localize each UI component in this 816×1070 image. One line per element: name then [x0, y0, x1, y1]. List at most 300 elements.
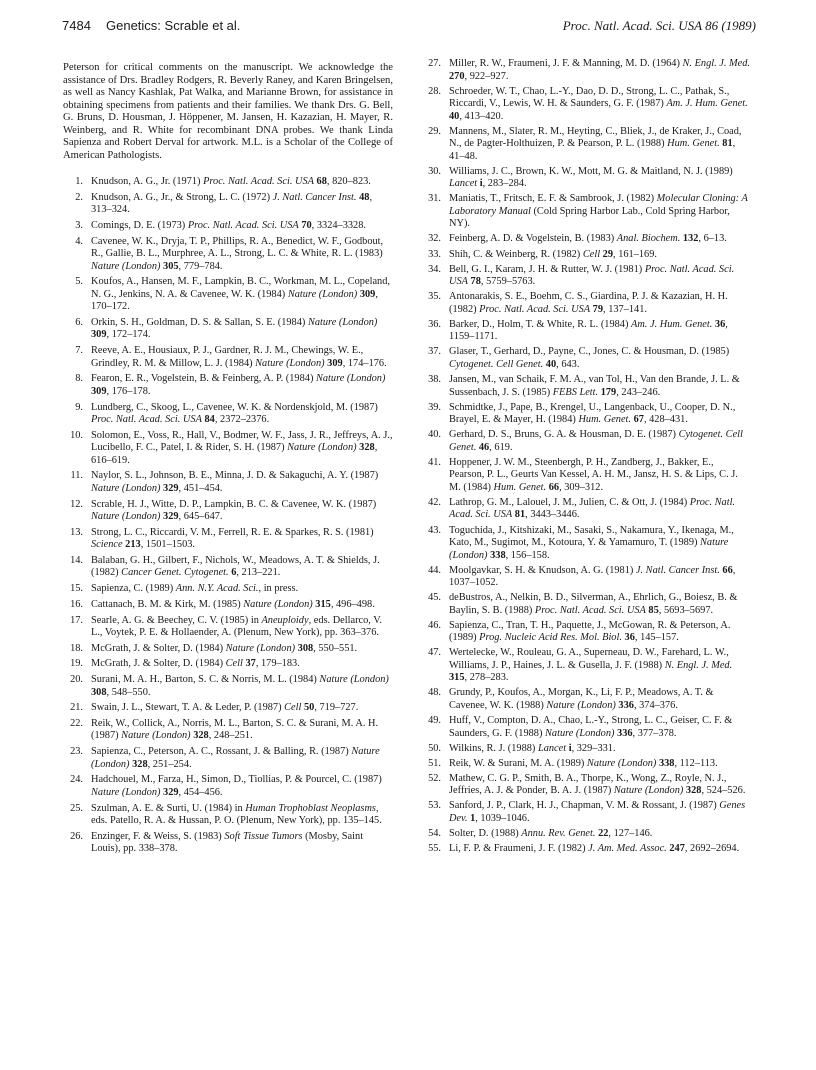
reference-item: [421, 126, 751, 164]
reference-journal: Cell: [582, 248, 601, 260]
reference-authors: Glaser, T., Gerhard, D., Payne, C., Jones, C. & Housman, D. (1985): [449, 346, 730, 358]
reference-number: 32.: [428, 233, 441, 245]
reference-item: [63, 774, 393, 799]
reference-journal: Cytogenet. Cell Genet.: [449, 358, 544, 370]
reference-pages: , 3443–3446.: [525, 509, 580, 521]
reference-item: [421, 647, 751, 685]
reference-authors: Searle, A. G. & Beechey, C. V. (1985) in: [91, 614, 262, 626]
reference-journal: Proc. Natl. Acad. Sci. USA: [203, 176, 314, 187]
reference-item: [421, 843, 751, 856]
reference-item: [421, 743, 751, 756]
reference-number: 39.: [428, 401, 441, 413]
reference-item: [421, 758, 751, 771]
acknowledgment-paragraph: Peterson for critical comments on the manuscript. We acknowledge the assistance of Drs. Bradley Rodgers, R. Beverly Raney, and Karen Bringelsen, as well as Nancy Kashlak, Pat Walka, and Marianne Brown, for assistance in obtaining specimens from patients and their families. We thank Drs. G. Bell, G. Bruns, D. Housman, J. Höppener, M. Jansen, H. Kazazian, H. Mayer, R. Weinberg, and R. White for recombinant DNA probes. We thank Linda Sapienza and Robert Derval for artwork. M.L. is a Scholar of the College of American Pathologists.: [63, 62, 393, 161]
reference-authors: Fearon, E. R., Vogelstein, B. & Feinberg, A. P. (1984): [91, 373, 316, 385]
reference-item: [63, 220, 393, 233]
reference-journal: Nature (London): [255, 357, 325, 369]
reference-journal: Nature (London): [225, 642, 296, 654]
reference-number: 21.: [70, 702, 83, 714]
reference-item: [63, 345, 393, 370]
reference-authors: Comings, D. E. (1973): [91, 219, 188, 231]
reference-item: [421, 773, 751, 798]
reference-number: 30.: [428, 165, 441, 177]
reference-journal: Nature (London): [91, 482, 161, 494]
reference-pages: , 251–254.: [147, 758, 192, 770]
reference-item: [421, 319, 751, 344]
reference-volume: 84: [201, 414, 215, 425]
reference-pages: , 278–283.: [464, 672, 509, 684]
reference-item: [421, 193, 751, 231]
reference-item: [63, 643, 393, 656]
reference-authors: McGrath, J. & Solter, D. (1984): [91, 658, 226, 670]
reference-number: 23.: [70, 746, 83, 758]
reference-authors: Mannens, M., Slater, R. M., Heyting, C., Bliek, J., de Kraker, J., Coad, N., de Pagter-Holthuizen, P. & Pearson, P. L. (1988): [449, 125, 742, 150]
reference-journal: Proc. Natl. Acad. Sci. USA: [534, 604, 646, 616]
reference-authors: Swain, J. L., Stewart, T. A. & Leder, P. (1987): [91, 702, 285, 714]
reference-pages: , 719–727.: [314, 702, 359, 714]
reference-authors: Lundberg, C., Skoog, L., Cavenee, W. K. & Nordenskjold, M. (1987): [91, 401, 378, 413]
reference-journal: Molecular Cloning: A Laboratory Manual: [449, 193, 748, 217]
reference-authors: Balaban, G. H., Gilbert, F., Nichols, W., Meadows, A. T. & Shields, J. (1982): [91, 554, 380, 579]
reference-item: [421, 620, 751, 645]
reference-authors: Hoppener, J. W. M., Steenbergh, P. H., Zandberg, J., Bakker, E., Pearson, P. L., Geurts Van Kessel, A. H. M., Jansz, H. S. & Lips, C. J. M. (1984): [449, 456, 738, 493]
reference-pages: , 313–324.: [91, 191, 373, 216]
reference-number: 29.: [428, 125, 441, 137]
reference-journal: Nature (London): [287, 288, 358, 300]
reference-pages: , 179–183.: [255, 658, 300, 670]
reference-pages: , 112–113.: [674, 757, 718, 769]
reference-journal: Lancet: [449, 178, 478, 190]
reference-volume: 37: [242, 658, 256, 670]
reference-number: 47.: [428, 647, 441, 659]
reference-item: [421, 565, 751, 590]
reference-number: 43.: [428, 524, 441, 536]
reference-number: 28.: [428, 85, 441, 97]
reference-pages: , 2372–2376.: [214, 414, 270, 425]
reference-authors: Naylor, S. L., Johnson, B. E., Minna, J. D. & Sakaguchi, A. Y. (1987): [91, 470, 379, 482]
reference-authors: Wilkins, R. J. (1988): [449, 742, 538, 754]
reference-item: [421, 497, 751, 522]
reference-authors: Maniatis, T., Fritsch, E. F. & Sambrook, J. (1982): [449, 193, 657, 205]
reference-authors: Schmidtke, J., Pape, B., Krengel, U., Langenback, U., Cooper, D. N., Brayel, E. & Mayer, H. (1984): [449, 401, 736, 426]
reference-journal: Proc. Natl. Acad. Sci. USA: [449, 496, 736, 521]
reference-volume: 66: [546, 481, 560, 493]
reference-authors: Sapienza, C. (1989): [91, 583, 176, 595]
reference-number: 44.: [428, 564, 441, 576]
reference-item: [63, 499, 393, 524]
reference-journal: Nature (London): [91, 786, 161, 798]
reference-volume: 85: [645, 604, 659, 616]
reference-pages: , 174–176.: [342, 357, 387, 369]
reference-item: [63, 718, 393, 743]
reference-authors: Cattanach, B. M. & Kirk, M. (1985): [91, 598, 244, 610]
reference-pages: (Cold Spring Harbor Lab., Cold Spring Harbor, NY).: [449, 205, 730, 230]
reference-item: [63, 317, 393, 342]
reference-journal: Nature (London): [91, 511, 161, 523]
reference-number: 36.: [428, 318, 441, 330]
reference-pages: , eds. Patello, R. A. & Hussan, P. O. (Plenum, New York), pp. 135–145.: [91, 802, 382, 826]
reference-number: 18.: [70, 642, 83, 654]
reference-volume: 22: [595, 828, 609, 840]
reference-item: [63, 658, 393, 671]
reference-journal: Nature (London): [613, 785, 684, 797]
reference-authors: Antonarakis, S. E., Boehm, C. S., Giardina, P. J. & Kazazian, H. H. (1982): [449, 291, 728, 315]
reference-volume: 338: [656, 757, 675, 769]
reference-number: 48.: [428, 687, 441, 699]
reference-authors: Williams, J. C., Brown, K. W., Mott, M. G. & Maitland, N. J. (1989): [449, 165, 733, 177]
reference-journal: Soft Tissue Tumors: [224, 830, 303, 842]
reference-volume: 67: [631, 414, 644, 426]
reference-pages: , 548–550.: [106, 686, 151, 698]
reference-authors: Knudson, A. G., Jr., & Strong, L. C. (1972): [91, 191, 273, 203]
reference-volume: 40: [449, 110, 460, 122]
reference-number: 45.: [428, 592, 441, 604]
reference-volume: 328: [129, 758, 148, 770]
reference-authors: Strong, L. C., Riccardi, V. M., Ferrell, R. E. & Sparkes, R. S. (1981): [91, 526, 374, 538]
reference-pages: , 2692–2694.: [684, 843, 740, 855]
reference-item: [421, 800, 751, 825]
reference-volume: 336: [614, 727, 633, 739]
reference-volume: 6: [228, 567, 237, 579]
reference-pages: , 161–169.: [613, 248, 657, 260]
reference-pages: , 922–927.: [464, 70, 509, 82]
reference-pages: , 550–551.: [313, 642, 358, 654]
reference-number: 22.: [70, 717, 83, 729]
reference-item: [63, 373, 393, 398]
reference-authors: Gerhard, D. S., Bruns, G. A. & Housman, D. E. (1987): [449, 429, 679, 441]
reference-authors: Lathrop, G. M., Lalouel, J. M., Julien, C. & Ott, J. (1984): [449, 496, 690, 508]
reference-number: 15.: [70, 583, 83, 595]
reference-journal: Nature (London): [449, 537, 729, 561]
reference-pages: , 374–376.: [633, 699, 678, 711]
reference-volume: 308: [295, 642, 314, 654]
reference-number: 40.: [428, 429, 441, 441]
reference-pages: , 451–454.: [178, 482, 223, 494]
reference-item: [63, 583, 393, 596]
reference-journal: Nature (London): [243, 598, 313, 610]
reference-volume: i: [566, 742, 572, 754]
reference-authors: Feinberg, A. D. & Vogelstein, B. (1983): [449, 233, 617, 245]
reference-authors: Solomon, E., Voss, R., Hall, V., Bodmer, W. F., Jass, J. R., Jeffreys, A. J., Lucibello, F. C., Patel, I. & Rider, S. H. (1987): [91, 429, 393, 454]
reference-item: [421, 828, 751, 841]
reference-item: [63, 470, 393, 495]
reference-volume: 309: [91, 329, 107, 341]
reference-authors: Reik, W., Collick, A., Norris, M. L., Barton, S. C. & Surani, M. A. H. (1987): [91, 717, 379, 742]
reference-volume: 68: [313, 176, 327, 187]
reference-authors: Hadchouel, M., Farza, H., Simon, D., Tiollias, P. & Pourcel, C. (1987): [91, 774, 382, 786]
reference-authors: Mathew, C. G. P., Smith, B. A., Thorpe, K., Wong, Z., Royle, N. J., Jeffries, A. J. & Ponder, B. A. J. (1987): [449, 772, 727, 797]
reference-journal: Science: [91, 539, 123, 551]
reference-journal: Am. J. Hum. Genet.: [666, 98, 748, 110]
reference-volume: 309: [91, 385, 107, 397]
reference-item: [63, 430, 393, 468]
reference-item: [63, 674, 393, 699]
reference-number: 8.: [75, 373, 83, 385]
reference-number: 46.: [428, 619, 441, 631]
reference-authors: Cavenee, W. K., Dryja, T. P., Phillips, R. A., Benedict, W. F., Godbout, R., Gallie, B. L., Murphree, A. L., Strong, L. C. & White, R. L. (1983): [91, 235, 384, 260]
reference-pages: , 248–251.: [208, 730, 253, 742]
reference-pages: , 779–784.: [178, 260, 223, 272]
reference-journal: Nature (London): [319, 674, 389, 686]
reference-authors: Reik, W. & Surani, M. A. (1989): [449, 757, 587, 769]
reference-pages: , 5693–5697.: [658, 604, 714, 616]
reference-authors: Wertelecke, W., Rouleau, G. A., Superneau, D. W., Farehard, L. W., Williams, J. P., Haines, J. L. & Gusella, J. F. (1988): [449, 647, 729, 671]
reference-volume: 270: [449, 70, 465, 82]
reference-item: [63, 803, 393, 828]
reference-volume: 315: [449, 672, 465, 684]
reference-volume: 329: [160, 482, 179, 494]
reference-item: [421, 592, 751, 617]
reference-journal: Nature (London): [121, 730, 191, 742]
reference-authors: Toguchida, J., Kitshizaki, M., Sasaki, S., Nakamura, Y., Ikenaga, M., Kato, M., Sugimot, M., Kotoura, Y. & Yamamuro, T. (1989): [449, 524, 734, 548]
reference-pages: , 156–158.: [505, 549, 550, 561]
reference-pages: , 1159–1171.: [449, 318, 728, 343]
reference-journal: Aneuploidy: [261, 614, 309, 626]
reference-volume: 338: [487, 549, 506, 561]
reference-journal: Genes Dev.: [449, 800, 746, 824]
reference-journal: J. Am. Med. Assoc.: [588, 843, 667, 855]
reference-number: 4.: [75, 235, 83, 247]
reference-item: [63, 192, 393, 217]
reference-pages: , in press.: [258, 583, 299, 595]
reference-pages: , 616–619.: [91, 442, 378, 466]
reference-number: 2.: [75, 191, 83, 203]
running-header: [62, 18, 756, 42]
reference-journal: Nature (London): [287, 442, 357, 454]
reference-item: [63, 402, 393, 427]
reference-item: [421, 58, 751, 83]
reference-number: 12.: [70, 498, 83, 510]
reference-journal: Cell: [284, 702, 302, 714]
reference-authors: Koufos, A., Hansen, M. F., Lampkin, B. C., Workman, M. L., Copeland, N. G., Jenkins, N. A. & Cavenee, W. K. (1984): [91, 276, 390, 300]
reference-authors: Shih, C. & Weinberg, R. (1982): [449, 248, 583, 260]
reference-number: 49.: [428, 715, 441, 727]
left-column: [63, 62, 393, 859]
reference-number: 14.: [70, 554, 83, 566]
reference-pages: , 329–331.: [571, 742, 616, 754]
reference-authors: Bell, G. I., Karam, J. H. & Rutter, W. J. (1981): [449, 263, 645, 275]
reference-journal: Cancer Genet. Cytogenet.: [121, 567, 229, 579]
reference-pages: , 6–13.: [698, 233, 727, 245]
reference-pages: (Mosby, Saint Louis), pp. 338–378.: [91, 830, 364, 855]
reference-journal: Nature (London): [91, 746, 380, 770]
section-title: Genetics: Scrable et al.: [106, 18, 241, 33]
reference-number: 10.: [70, 429, 83, 441]
reference-authors: Szulman, A. E. & Surti, U. (1984) in: [91, 802, 246, 814]
reference-authors: Sanford, J. P., Clark, H. J., Chapman, V. M. & Rossant, J. (1987): [449, 800, 720, 812]
reference-authors: Scrable, H. J., Witte, D. P., Lampkin, B. C. & Cavenee, W. K. (1987): [91, 498, 377, 510]
reference-pages: , 619.: [489, 441, 513, 453]
reference-number: 55.: [428, 843, 441, 855]
reference-number: 24.: [70, 774, 83, 786]
reference-number: 26.: [70, 830, 83, 842]
reference-journal: Hum. Genet.: [578, 414, 632, 426]
reference-volume: 329: [160, 786, 179, 798]
reference-number: 54.: [428, 828, 441, 840]
journal-citation: Proc. Natl. Acad. Sci. USA 86 (1989): [562, 18, 756, 33]
reference-volume: 315: [312, 598, 331, 610]
reference-item: [421, 166, 751, 191]
reference-number: 37.: [428, 346, 441, 358]
page-number: 7484: [62, 18, 91, 33]
reference-item: [63, 831, 393, 856]
reference-pages: , eds. Dellarco, V. L., Voytek, P. E. & Hollaender, A. (Plenum, New York), pp. 363–376.: [91, 614, 383, 638]
reference-number: 51.: [428, 757, 441, 769]
reference-volume: 336: [615, 699, 634, 711]
reference-number: 53.: [428, 800, 441, 812]
reference-number: 52.: [428, 772, 441, 784]
reference-number: 33.: [428, 248, 441, 260]
reference-number: 35.: [428, 291, 441, 303]
reference-number: 19.: [70, 658, 83, 670]
reference-volume: 132: [680, 233, 699, 245]
reference-number: 7.: [75, 345, 83, 357]
reference-journal: Annu. Rev. Genet.: [521, 828, 596, 840]
reference-item: [421, 86, 751, 124]
reference-item: [63, 236, 393, 274]
reference-item: [421, 264, 751, 289]
reference-volume: 247: [666, 843, 685, 855]
reference-journal: FEBS Lett.: [552, 386, 599, 398]
reference-item: [63, 599, 393, 612]
reference-journal: Hum. Genet.: [493, 481, 547, 493]
reference-volume: 81: [719, 138, 733, 150]
reference-journal: Nature (London): [545, 727, 615, 739]
reference-pages: , 5759–5763.: [480, 276, 536, 288]
reference-volume: 328: [356, 442, 375, 454]
reference-item: [63, 615, 393, 640]
reference-journal: Nature (London): [91, 260, 161, 272]
reference-item: [421, 525, 751, 563]
reference-authors: Miller, R. W., Fraumeni, J. F. & Manning, M. D. (1964): [449, 58, 683, 69]
reference-journal: Proc. Natl. Acad. Sci. USA: [187, 219, 299, 231]
reference-number: 41.: [428, 456, 441, 468]
reference-journal: Anal. Biochem.: [616, 233, 681, 245]
reference-number: 13.: [70, 526, 83, 538]
reference-volume: 329: [160, 511, 179, 523]
reference-volume: 309: [357, 288, 376, 300]
reference-pages: , 145–157.: [634, 632, 679, 644]
reference-item: [421, 233, 751, 246]
reference-item: [63, 746, 393, 771]
reference-number: 16.: [70, 598, 83, 610]
reference-authors: Grundy, P., Koufos, A., Morgan, K., Li, F. P., Meadows, A. T. & Cavenee, W. K. (1988): [449, 687, 714, 711]
reference-number: 1.: [75, 176, 83, 187]
reference-journal: Proc. Natl. Acad. Sci. USA: [479, 303, 591, 315]
reference-authors: Huff, V., Compton, D. A., Chao, L.-Y., Strong, L. C., Geiser, C. F. & Saunders, G. F. (1988): [449, 715, 733, 739]
reference-journal: Cell: [225, 658, 243, 670]
reference-volume: 328: [190, 730, 209, 742]
reference-authors: Reeve, A. E., Housiaux, P. J., Gardner, R. J. M., Chewings, W. E., Grindley, R. M. & Millow, L. J. (1984): [91, 345, 364, 369]
reference-item: [63, 176, 393, 189]
reference-volume: 40: [543, 358, 557, 370]
reference-item: [63, 555, 393, 580]
reference-journal: Proc. Natl. Acad. Sci. USA: [449, 263, 735, 288]
reference-authors: Jansen, M., van Schaik, F. M. A., van Tol, H., Van den Brande, J. L. & Sussenbach, J. S. (1985): [449, 374, 740, 398]
reference-item: [421, 402, 751, 427]
reference-journal: Lancet: [537, 742, 567, 754]
reference-journal: Proc. Natl. Acad. Sci. USA: [91, 414, 202, 425]
reference-pages: , 172–174.: [106, 329, 151, 341]
reference-pages: , 454–456.: [178, 786, 223, 798]
reference-pages: , 820–823.: [326, 176, 371, 187]
reference-volume: 46: [476, 441, 490, 453]
reference-list-left: [63, 176, 393, 856]
reference-authors: Li, F. P. & Fraumeni, J. F. (1982): [449, 843, 589, 855]
reference-authors: Sapienza, C., Tran, T. H., Paquette, J., McGowan, R. & Peterson, A. (1989): [449, 619, 731, 644]
reference-volume: i: [477, 178, 483, 190]
reference-item: [421, 457, 751, 495]
reference-pages: , 127–146.: [608, 828, 653, 840]
right-column: [421, 58, 751, 858]
reference-authors: Knudson, A. G., Jr. (1971): [91, 176, 204, 187]
reference-item: [63, 276, 393, 314]
reference-item: [421, 346, 751, 371]
reference-journal: Nature (London): [546, 699, 616, 711]
reference-number: 50.: [428, 742, 441, 754]
reference-volume: 308: [91, 686, 107, 698]
reference-volume: 48: [356, 191, 370, 203]
reference-number: 5.: [75, 276, 83, 288]
reference-journal: J. Natl. Cancer Inst.: [635, 564, 720, 576]
reference-pages: , 309–312.: [559, 481, 604, 493]
reference-volume: 328: [683, 785, 702, 797]
reference-volume: 81: [512, 509, 526, 521]
reference-volume: 305: [160, 260, 179, 272]
reference-pages: , 413–420.: [459, 110, 504, 122]
reference-journal: Human Trophoblast Neoplasms: [245, 802, 376, 814]
reference-journal: Cytogenet. Cell Genet.: [449, 429, 743, 453]
reference-pages: , 41–48.: [449, 138, 736, 162]
reference-journal: Prog. Nucleic Acid Res. Mol. Biol.: [479, 632, 622, 644]
reference-volume: 36: [621, 632, 635, 644]
reference-volume: 309: [324, 357, 343, 369]
reference-journal: Ann. N.Y. Acad. Sci.: [175, 583, 259, 595]
reference-item: [421, 429, 751, 454]
reference-pages: , 176–178.: [106, 385, 151, 397]
reference-volume: 78: [467, 276, 481, 288]
reference-item: [421, 687, 751, 712]
reference-journal: J. Natl. Cancer Inst.: [272, 191, 357, 203]
reference-pages: , 643.: [556, 358, 580, 370]
reference-item: [421, 249, 751, 262]
reference-volume: 213: [122, 539, 141, 551]
reference-pages: , 3324–3328.: [311, 219, 366, 231]
reference-item: [63, 702, 393, 715]
reference-journal: Nature (London): [307, 316, 378, 328]
reference-number: 3.: [75, 219, 83, 231]
reference-pages: , 213–221.: [236, 567, 281, 579]
reference-volume: 66: [719, 564, 733, 576]
reference-pages: , 170–172.: [91, 288, 378, 313]
reference-pages: , 137–141.: [603, 303, 647, 315]
reference-volume: 36: [712, 318, 726, 330]
reference-pages: , 1037–1052.: [449, 564, 736, 589]
reference-number: 38.: [428, 374, 441, 386]
reference-volume: 1: [467, 812, 476, 824]
reference-authors: Moolgavkar, S. H. & Knudson, A. G. (1981): [449, 564, 636, 576]
reference-item: [421, 715, 751, 740]
reference-number: 20.: [70, 674, 83, 686]
reference-pages: , 496–498.: [330, 598, 375, 610]
reference-journal: Nature (London): [315, 373, 386, 385]
reference-authors: Enzinger, F. & Weiss, S. (1983): [91, 830, 225, 842]
reference-journal: Nature (London): [586, 757, 657, 769]
reference-volume: 79: [590, 303, 604, 315]
reference-authors: Schroeder, W. T., Chao, L.-Y., Dao, D. D., Strong, L. C., Pathak, S., Riccardi, V., Lewis, W. H. & Saunders, G. F. (1987): [449, 85, 730, 110]
reference-authors: Solter, D. (1988): [449, 828, 522, 840]
reference-pages: , 645–647.: [178, 511, 223, 523]
